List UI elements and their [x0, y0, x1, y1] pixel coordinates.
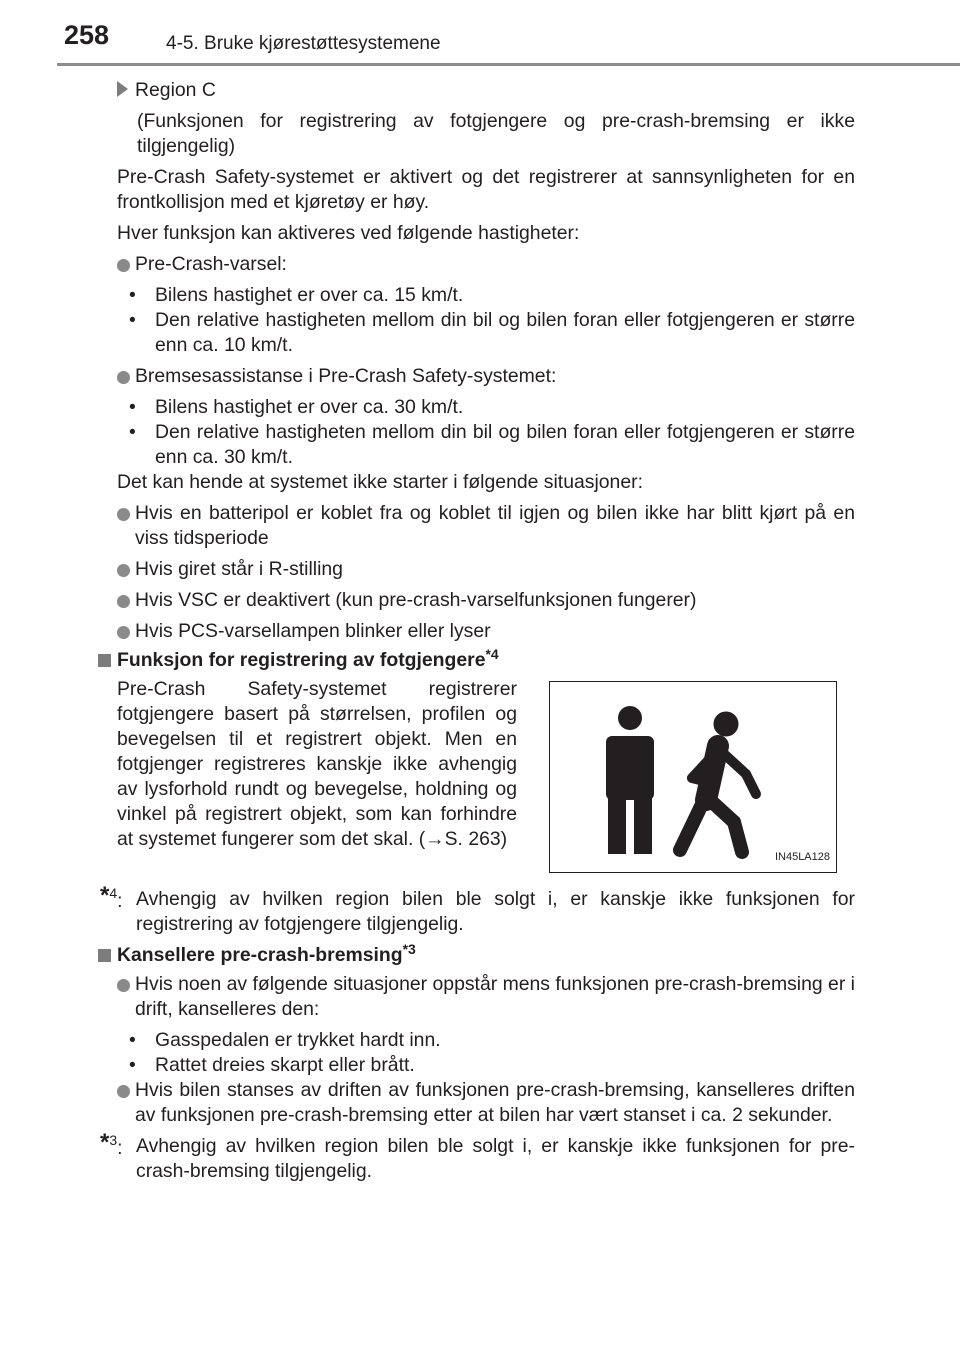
list-item-text: Den relative hastigheten mellom din bil og bilen foran eller fotgjengeren er større enn ca. 30 km/t. [155, 421, 855, 468]
footnote-mark: *4 [485, 646, 499, 662]
not-start-item [117, 501, 855, 551]
not-start-item-text: Hvis en batteripol er koblet fra og koblet til igjen og bilen ikke har blitt kjørt på en viss tidsperiode [135, 502, 855, 549]
list-item-text: Rattet dreies skarpt eller brått. [155, 1054, 415, 1076]
intro-paragraph-2: Hver funksjon kan aktiveres ved følgende hastigheter: [117, 222, 580, 244]
dot-bullet: • [129, 396, 136, 418]
footnote-4 [100, 882, 855, 937]
figure-code: IN45LA128 [774, 851, 830, 863]
not-start-item-text: Hvis VSC er deaktivert (kun pre-crash-varselfunksjonen fungerer) [135, 589, 697, 611]
circle-bullet-icon [117, 979, 130, 992]
square-bullet-icon [98, 949, 111, 962]
list-item [117, 395, 855, 420]
circle-bullet-icon [117, 1085, 130, 1098]
warning-item [117, 252, 855, 277]
list-item [117, 283, 855, 308]
standing-person-icon [606, 706, 654, 854]
dot-bullet: • [129, 1054, 136, 1076]
footnote-text: Avhengig av hvilken region bilen ble solgt i, er kanskje ikke funksjonen for pre-crash-bremsing tilgjengelig. [136, 1135, 855, 1182]
cancel-conditions [117, 1028, 855, 1078]
footnote-colon: : [117, 890, 123, 912]
header-rule [57, 63, 960, 66]
pedestrian-heading [98, 648, 855, 673]
pedestrian-description: Pre-Crash Safety-systemet registrerer fotgjengere basert på størrelsen, profilen og bevegelsen til et registrert objekt. Men en fotgjenger registreres kanskje ikke avhengig av lysforhold rundt og bevegelse, holdning og vinkel på registrert objekt, som kan forhindre at systemet fungerer som det skal. (→S. 263) [117, 678, 517, 850]
list-item [117, 1053, 855, 1078]
circle-bullet-icon [117, 626, 130, 639]
walking-person-icon [680, 712, 756, 852]
warning-title: Pre-Crash-varsel: [135, 253, 287, 275]
dot-bullet: • [129, 421, 136, 443]
pedestrian-heading-text: Funksjon for registrering av fotgjengere [117, 649, 486, 671]
region-c-note: (Funksjonen for registrering av fotgjengere og pre-crash-bremsing er ikke tilgjengelig) [137, 110, 855, 157]
footnote-star: * [100, 882, 110, 909]
footnote-mark: *3 [402, 941, 416, 957]
cancel-item-text: Hvis noen av følgende situasjoner oppstår mens funksjonen pre-crash-bremsing er i drift, kanselleres den: [135, 973, 855, 1020]
list-item-text: Den relative hastigheten mellom din bil og bilen foran eller fotgjengeren er større enn ca. 10 km/t. [155, 309, 855, 356]
brake-assist-conditions [117, 395, 855, 470]
chapter-title: 4-5. Bruke kjørestøttesystemene [166, 33, 441, 54]
not-start-item [117, 588, 855, 613]
brake-assist-item [117, 364, 855, 389]
region-c-title-text: Region C [135, 79, 216, 101]
circle-bullet-icon [117, 508, 130, 521]
region-c-title [117, 78, 855, 103]
cancel-heading-text: Kansellere pre-crash-bremsing [117, 944, 403, 966]
cancel-item-text: Hvis bilen stanses av driften av funksjonen pre-crash-bremsing, kanselleres driften av funksjonen pre-crash-bremsing etter at bilen har vært stanset i ca. 2 sekunder. [135, 1079, 855, 1126]
brake-assist-title: Bremsesassistanse i Pre-Crash Safety-systemet: [135, 365, 557, 387]
warning-conditions [117, 283, 855, 358]
list-item-text: Gasspedalen er trykket hardt inn. [155, 1029, 441, 1051]
list-item [117, 308, 855, 358]
square-bullet-icon [98, 654, 111, 667]
circle-bullet-icon [117, 371, 130, 384]
dot-bullet: • [129, 284, 136, 306]
cancel-heading [98, 943, 855, 968]
circle-bullet-icon [117, 259, 130, 272]
not-start-intro: Det kan hende at systemet ikke starter i følgende situasjoner: [117, 471, 643, 493]
cancel-item [117, 1078, 855, 1128]
circle-bullet-icon [117, 564, 130, 577]
list-item-text: Bilens hastighet er over ca. 30 km/t. [155, 396, 464, 418]
dot-bullet: • [129, 309, 136, 331]
footnote-text: Avhengig av hvilken region bilen ble solgt i, er kanskje ikke funksjonen for registrering av fotgjengere tilgjengelig. [136, 888, 855, 935]
not-start-item-text: Hvis PCS-varsellampen blinker eller lyser [135, 620, 491, 642]
pedestrian-block [117, 677, 855, 873]
page-number: 258 [64, 20, 110, 50]
list-item [117, 1028, 855, 1053]
footnote-star: * [100, 1129, 110, 1156]
dot-bullet: • [129, 1029, 136, 1051]
footnote-3 [100, 1129, 855, 1184]
footnote-colon: : [117, 1137, 123, 1159]
footnote-number: 3 [109, 1132, 118, 1148]
not-start-item [117, 619, 855, 644]
page-content [100, 78, 855, 1190]
not-start-item-text: Hvis giret står i R-stilling [135, 558, 343, 580]
cancel-item [117, 972, 855, 1022]
intro-paragraph-1: Pre-Crash Safety-systemet er aktivert og det registrerer at sannsynligheten for en frontkollisjon med et kjøretøy er høy. [117, 166, 855, 213]
not-start-item [117, 557, 855, 582]
circle-bullet-icon [117, 595, 130, 608]
list-item-text: Bilens hastighet er over ca. 15 km/t. [155, 284, 464, 306]
list-item [117, 420, 855, 470]
pedestrian-figure [549, 681, 837, 873]
triangle-bullet-icon [117, 81, 128, 97]
footnote-number: 4 [109, 885, 118, 901]
